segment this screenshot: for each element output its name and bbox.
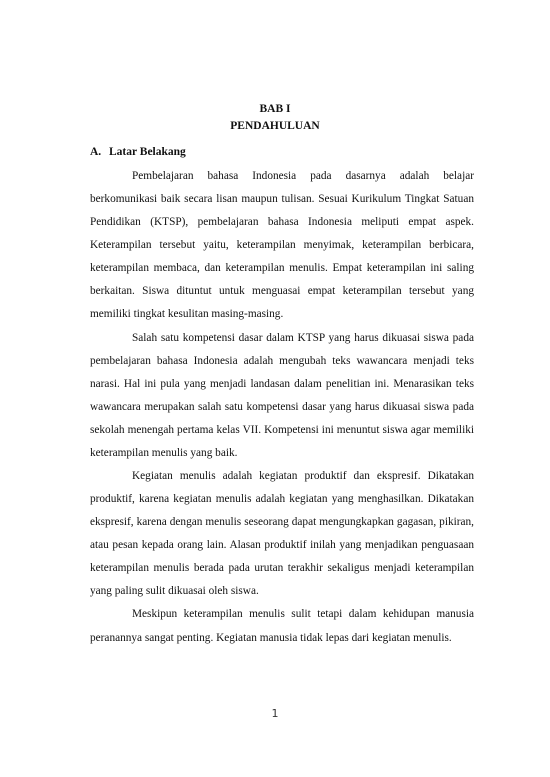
section-number: A.	[90, 146, 102, 158]
section-heading	[90, 146, 186, 158]
page-number: 1	[271, 707, 279, 720]
section-title: Latar Belakang	[109, 146, 186, 158]
paragraph: Meskipun keterampilan menulis sulit tetapi dalam kehidupan manusia peranannya sangat penting. Kegiatan manusia tidak lepas dari kegiatan menulis.	[90, 608, 474, 644]
chapter-title: PENDAHULUAN	[230, 120, 320, 132]
paragraph: Pembelajaran bahasa Indonesia pada dasarnya adalah belajar berkomunikasi baik secara lisan maupun tulisan. Sesuai Kurikulum Tingkat Satuan Pendidikan (KTSP), pembelajaran bahasa Indonesia meliputi empat aspek. Keterampilan tersebut yaitu, keterampilan menyimak, keterampilan berbicara, keterampilan membaca, dan keterampilan menulis. Empat keterampilan ini saling berkaitan. Siswa dituntut untuk menguasai empat keterampilan tersebut yang memiliki tingkat kesulitan masing-masing.	[90, 170, 474, 321]
chapter-number: BAB I	[259, 103, 291, 115]
body-text	[90, 165, 474, 650]
paragraph: Kegiatan menulis adalah kegiatan produktif dan ekspresif. Dikatakan produktif, karena kegiatan menulis adalah kegiatan yang menghasilkan. Dikatakan ekspresif, karena dengan menulis seseorang dapat mengungkapkan gagasan, pikiran, atau pesan kepada orang lain. Alasan produktif inilah yang menjadikan penguasaan keterampilan menulis berada pada urutan terakhir sekaligus menjadi keterampilan yang paling sulit dikuasai oleh siswa.	[90, 470, 474, 598]
paragraph: Salah satu kompetensi dasar dalam KTSP yang harus dikuasai siswa pada pembelajaran bahasa Indonesia adalah mengubah teks wawancara menjadi teks narasi. Hal ini pula yang menjadi landasan dalam penelitian ini. Menarasikan teks wawancara merupakan salah satu kompetensi dasar yang harus dikuasai siswa pada sekolah menengah pertama kelas VII. Kompetensi ini menuntut siswa agar memiliki keterampilan menulis yang baik.	[90, 331, 474, 459]
